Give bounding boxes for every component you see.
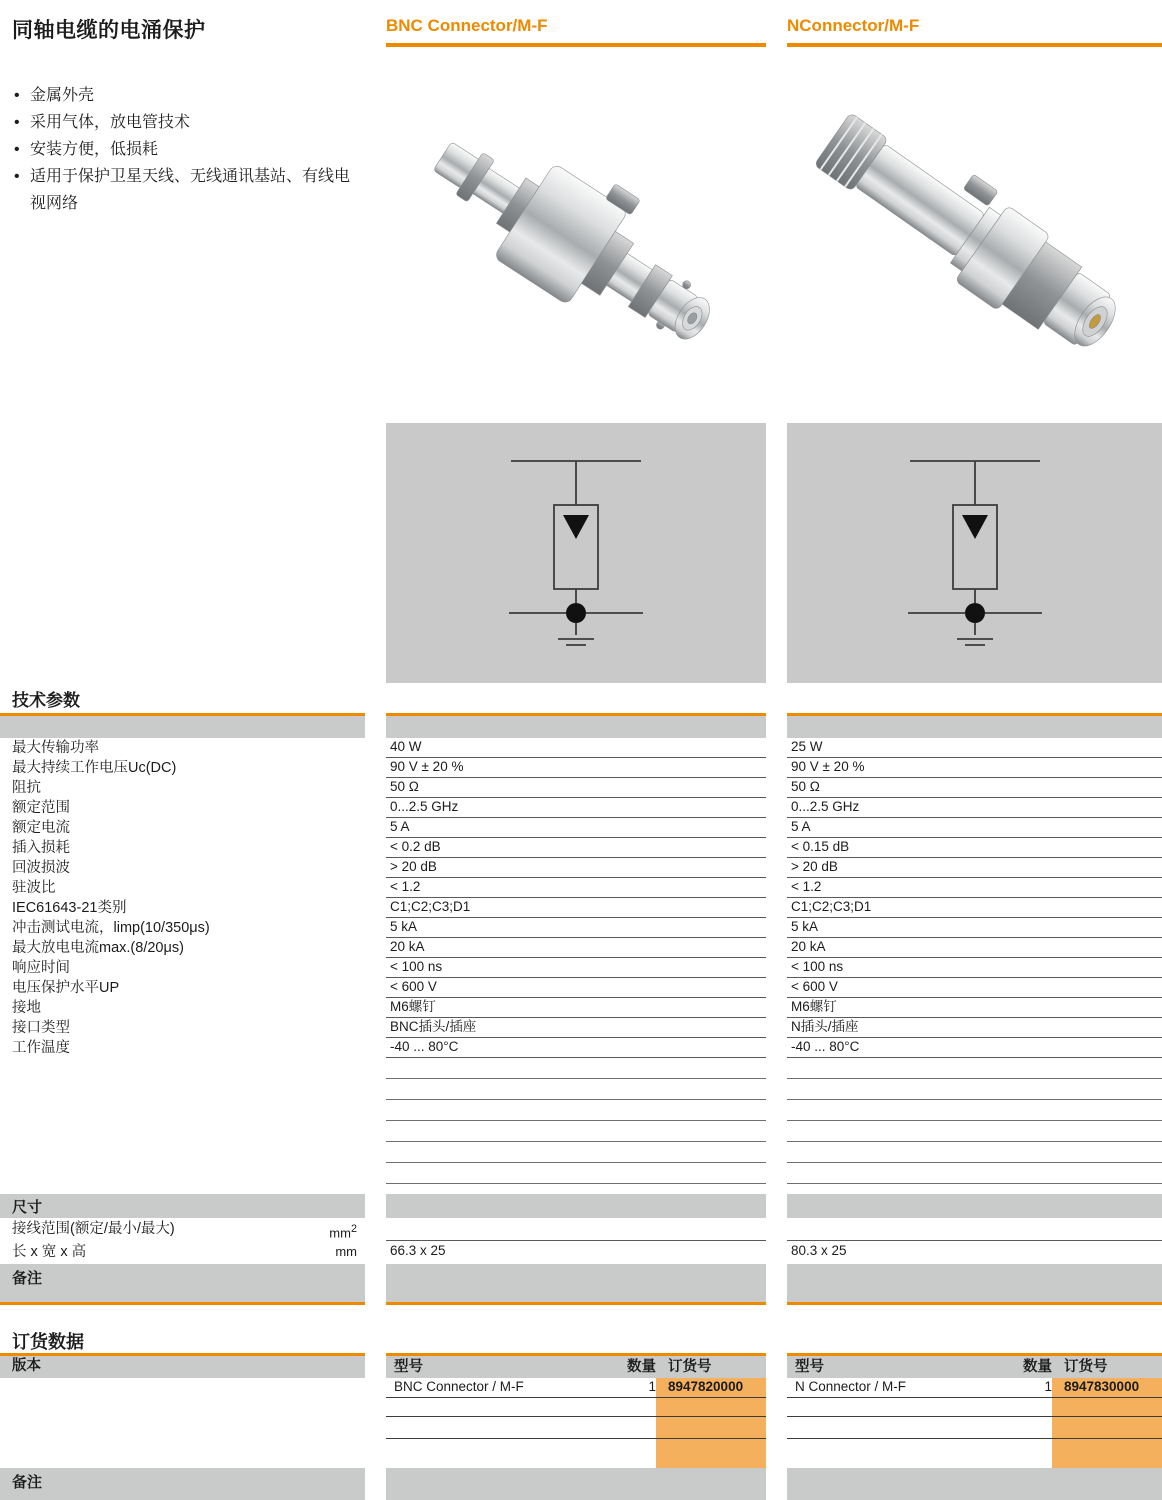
spec-label: 回波损波 (12, 860, 70, 876)
product-header-bnc (386, 8, 766, 66)
spec-value-cell: N插头/插座 (787, 1018, 1162, 1038)
order-table-header (386, 1353, 766, 1378)
spec-value-cell: 25 W (787, 738, 1162, 758)
feature-list (12, 66, 365, 217)
notes-band (386, 1264, 766, 1305)
model-header: 型号 (795, 1359, 824, 1375)
order-qty: 1 (1044, 1379, 1052, 1394)
spec-value-cell: < 100 ns (787, 958, 1162, 978)
dims-unit: mm (335, 1244, 357, 1259)
order-table-body (787, 1378, 1162, 1468)
circuit-box-bnc (386, 423, 766, 683)
spec-value-cell: 20 kA (787, 938, 1162, 958)
order-row-empty (787, 1417, 1162, 1439)
dims-value-cell (787, 1218, 1162, 1241)
dims-label-row (12, 1241, 365, 1264)
orange-rule (787, 43, 1162, 47)
spacer (0, 1184, 1162, 1194)
empty-spec-row (386, 1079, 766, 1100)
order-table-header (787, 1353, 1162, 1378)
tech-title-row (0, 683, 1162, 713)
empty-spec-row (386, 1100, 766, 1121)
dims-values-bnc (386, 1218, 766, 1264)
dims-label: 长 x 宽 x 高 (12, 1244, 87, 1260)
spec-value-cell: M6螺钉 (386, 998, 766, 1018)
spec-label: IEC61643-21类别 (12, 900, 127, 916)
model-header: 型号 (394, 1359, 423, 1375)
order-row-empty (386, 1398, 766, 1417)
spec-label: 额定范围 (12, 800, 70, 816)
order-model: N Connector / M-F (795, 1379, 907, 1394)
page-title-cell (0, 8, 365, 66)
empty-spec-row (787, 1142, 1162, 1163)
order-row-empty (787, 1398, 1162, 1417)
order-table-n (787, 1353, 1162, 1500)
order-row (787, 1378, 1162, 1398)
order-section-title: 订货数据 (12, 1332, 84, 1352)
order-left-column (0, 1353, 365, 1500)
spec-label: 响应时间 (12, 960, 70, 976)
circuit-box-n (787, 423, 1162, 683)
spec-value-cell: < 1.2 (787, 878, 1162, 898)
notes-section-title: 备注 (0, 1468, 365, 1500)
product-photo-n (787, 66, 1162, 423)
notes-section-title: 备注 (0, 1264, 365, 1305)
feature-item: • 采用气体，放电管技术 (12, 109, 365, 136)
spec-value-cell: 50 Ω (787, 778, 1162, 798)
order-qty: 1 (648, 1379, 656, 1394)
spec-value-cell: 5 A (787, 818, 1162, 838)
empty-spec-row (787, 1079, 1162, 1100)
spec-value-cell: M6螺钉 (787, 998, 1162, 1018)
notes-band (787, 1264, 1162, 1305)
tech-section-title: 技术参数 (12, 691, 80, 710)
notes-row (0, 1264, 1162, 1305)
spec-label: 插入损耗 (12, 840, 70, 856)
feature-item: • 适用于保护卫星天线、无线通讯基站、有线电视网络 (12, 163, 365, 217)
order-row-empty (386, 1417, 766, 1439)
spec-label: 额定电流 (12, 820, 70, 836)
dims-band-row (0, 1194, 1162, 1218)
dims-section-title: 尺寸 (0, 1194, 365, 1218)
features-cell (0, 66, 365, 423)
spec-label: 电压保护水平UP (12, 980, 120, 996)
n-connector-photo (787, 66, 1162, 423)
spec-value-cell: 40 W (386, 738, 766, 758)
spacer (386, 1327, 766, 1354)
order-title-row (0, 1327, 1162, 1353)
spec-label: 最大放电电流max.(8/20μs) (12, 940, 184, 956)
dims-label: 接线范围(额定/最小/最大) (12, 1221, 175, 1237)
spacer (787, 1327, 1162, 1354)
spec-label: 驻波比 (12, 880, 56, 896)
spec-label: 最大传输功率 (12, 740, 99, 756)
diagram-spacer (0, 423, 365, 683)
spec-value-cell: 0...2.5 GHz (787, 798, 1162, 818)
empty-ruled-rows (787, 1058, 1162, 1184)
spec-value-cell: 5 kA (386, 918, 766, 938)
empty-spec-row (787, 1121, 1162, 1142)
spec-label: 工作温度 (12, 1040, 70, 1056)
tech-band-row (0, 713, 1162, 738)
empty-spec-row (386, 1058, 766, 1079)
spec-value-cell: 5 kA (787, 918, 1162, 938)
empty-spec-row (386, 1121, 766, 1142)
product-photo-bnc (386, 66, 766, 423)
spec-value-cell: 90 V ± 20 % (787, 758, 1162, 778)
spec-label: 冲击测试电流，limp(10/350μs) (12, 920, 210, 936)
spec-value-cell: C1;C2;C3;D1 (386, 898, 766, 918)
qty-header: 数量 (627, 1359, 656, 1375)
spec-value-cell: < 600 V (386, 978, 766, 998)
feature-item: • 安装方便，低损耗 (12, 136, 365, 163)
spec-value-cell: < 0.15 dB (787, 838, 1162, 858)
orange-rule (386, 43, 766, 47)
spec-value-cell: < 600 V (787, 978, 1162, 998)
order-row-empty (787, 1439, 1162, 1468)
dims-value-cell (386, 1218, 766, 1241)
spec-value-cell: 0...2.5 GHz (386, 798, 766, 818)
gas-discharge-tube-diagram (880, 443, 1070, 663)
order-number: 8947820000 (668, 1379, 744, 1394)
spacer (0, 1378, 365, 1468)
order-number: 8947830000 (1064, 1379, 1140, 1394)
spec-value-cell: C1;C2;C3;D1 (787, 898, 1162, 918)
gray-band (386, 713, 766, 738)
spec-label-column (0, 738, 365, 1058)
spec-label: 阻抗 (12, 780, 41, 796)
spec-value-cell: < 0.2 dB (386, 838, 766, 858)
dims-value-cell: 66.3 x 25 (390, 1243, 446, 1258)
spec-values-n (787, 738, 1162, 1058)
order-tables-row (0, 1353, 1162, 1500)
empty-rows (0, 1058, 1162, 1184)
spacer (787, 683, 1162, 713)
gray-band (0, 713, 365, 738)
dims-values-n (787, 1218, 1162, 1264)
tech-rows (0, 738, 1162, 1058)
feature-item: • 金属外壳 (12, 82, 365, 109)
qty-header: 数量 (1023, 1359, 1052, 1375)
gray-band (787, 713, 1162, 738)
order-title-cell (0, 1327, 365, 1354)
gray-band (787, 1194, 1162, 1218)
spec-label: 最大持续工作电压Uc(DC) (12, 760, 177, 776)
product-title-n: NConnector/M-F (787, 16, 920, 35)
bnc-connector-photo (386, 66, 766, 423)
spacer (386, 683, 766, 713)
dims-value-cell: 80.3 x 25 (791, 1243, 847, 1258)
page-title: 同轴电缆的电涌保护 (12, 19, 206, 42)
order-row-empty (386, 1439, 766, 1468)
spec-value-cell: 20 kA (386, 938, 766, 958)
dims-rows (0, 1218, 1162, 1264)
spec-value-cell: -40 ... 80°C (386, 1038, 766, 1058)
order-no-header: 订货号 (1064, 1359, 1108, 1375)
spacer (0, 1305, 1162, 1327)
spec-value-cell: < 1.2 (386, 878, 766, 898)
order-notes-band (386, 1468, 766, 1500)
product-title-bnc: BNC Connector/M-F (386, 16, 548, 35)
spec-value-cell: 5 A (386, 818, 766, 838)
empty-spec-row (787, 1163, 1162, 1184)
spec-label: 接口类型 (12, 1020, 70, 1036)
header-row (0, 8, 1162, 66)
gray-band (386, 1194, 766, 1218)
order-no-header: 订货号 (668, 1359, 712, 1375)
spec-value-cell: > 20 dB (787, 858, 1162, 878)
spec-value-cell: > 20 dB (386, 858, 766, 878)
spec-values-bnc (386, 738, 766, 1058)
dims-label-column (0, 1218, 365, 1264)
version-band: 版本 (0, 1353, 365, 1378)
spec-value-cell: 50 Ω (386, 778, 766, 798)
order-table-body (386, 1378, 766, 1468)
empty-spec-row (787, 1100, 1162, 1121)
order-row (386, 1378, 766, 1398)
empty-spec-row (386, 1163, 766, 1184)
spec-value-cell: 90 V ± 20 % (386, 758, 766, 778)
order-notes-band (787, 1468, 1162, 1500)
tech-title-cell (0, 683, 365, 713)
dims-unit: $mm^2$ (329, 1223, 357, 1241)
empty-ruled-rows (386, 1058, 766, 1184)
spec-value-cell: < 100 ns (386, 958, 766, 978)
spec-value-cell: BNC插头/插座 (386, 1018, 766, 1038)
order-table-bnc (386, 1353, 766, 1500)
order-model: BNC Connector / M-F (394, 1379, 524, 1394)
dims-label-row (12, 1218, 365, 1241)
spec-value-cell: -40 ... 80°C (787, 1038, 1162, 1058)
spec-label: 接地 (12, 1000, 41, 1016)
spacer (0, 1058, 365, 1184)
diagram-row (0, 423, 1162, 683)
product-header-n (787, 8, 1162, 66)
empty-spec-row (386, 1142, 766, 1163)
gas-discharge-tube-diagram (481, 443, 671, 663)
empty-spec-row (787, 1058, 1162, 1079)
photo-row (0, 66, 1162, 423)
